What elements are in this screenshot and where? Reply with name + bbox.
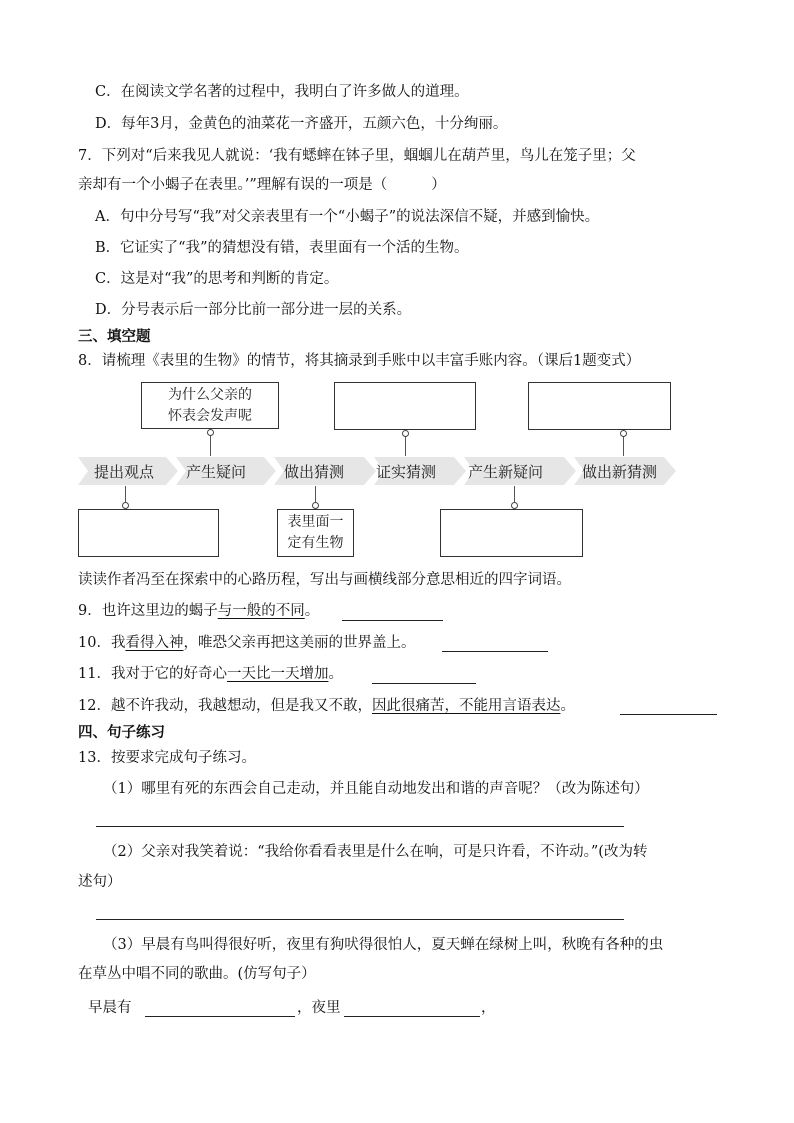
q13-part2-line2: 述句） bbox=[78, 874, 122, 890]
step-1: 提出观点 bbox=[94, 463, 155, 481]
q13-part3-fill-end: ， bbox=[481, 1000, 496, 1016]
connector bbox=[125, 486, 126, 503]
q12 bbox=[78, 696, 575, 716]
connector bbox=[405, 435, 406, 456]
q13-part2-answer-line[interactable] bbox=[96, 919, 624, 920]
q7-stem-text: 亲却有一个小蝎子在表里。’”理解有误的一项是（ bbox=[78, 177, 388, 193]
step-3: 做出猜测 bbox=[284, 463, 345, 481]
box-bottom-3-answer[interactable] bbox=[440, 509, 583, 557]
q13-part3-line2: 在草丛中唱不同的歌曲。(仿写句子） bbox=[78, 966, 316, 982]
q13-part2-line1: （2）父亲对我笑着说：“我给你看看表里是什么在响，可是只许看，不许动。”(改为转 bbox=[103, 844, 648, 860]
connector-dot bbox=[402, 430, 409, 437]
q10-text: 10．我 bbox=[78, 635, 126, 651]
section-4-heading: 四、句子练习 bbox=[78, 725, 165, 741]
box-top-1-line1: 为什么父亲的 bbox=[168, 387, 252, 403]
q9-answer-blank[interactable] bbox=[342, 620, 443, 621]
q8-stem: 8．请梳理《表里的生物》的情节，将其摘录到手账中以丰富手账内容。（课后1题变式） bbox=[78, 353, 641, 369]
box-top-1-line2: 怀表会发声呢 bbox=[168, 408, 252, 424]
box-top-3-answer[interactable] bbox=[528, 382, 671, 430]
q11-text: 11．我对于它的好奇心 bbox=[78, 666, 227, 682]
step-6: 做出新猜测 bbox=[582, 463, 658, 481]
q10-underlined: 看得入神 bbox=[125, 635, 184, 651]
q12-answer-blank[interactable] bbox=[620, 714, 717, 715]
step-2: 产生疑问 bbox=[186, 463, 247, 481]
q13-part3-blank-1[interactable] bbox=[145, 1016, 295, 1017]
box-top-1 bbox=[141, 382, 279, 429]
connector bbox=[315, 486, 316, 503]
box-bottom-2 bbox=[277, 509, 354, 557]
q12-underlined: 因此很痛苦，不能用言语表达 bbox=[371, 698, 561, 714]
q9-underlined: 与一般的不同 bbox=[217, 603, 305, 619]
box-bottom-2-line2: 定有生物 bbox=[287, 535, 344, 551]
q10-answer-blank[interactable] bbox=[442, 651, 548, 652]
connector-dot bbox=[312, 502, 319, 509]
q7-option-c: C．这是对“我”的思考和判断的肯定。 bbox=[95, 271, 339, 287]
q9 bbox=[78, 601, 319, 621]
q10-text-end: ，唯恐父亲再把这美丽的世界盖上。 bbox=[183, 635, 416, 651]
q11 bbox=[78, 664, 343, 684]
q7-stem-close: ） bbox=[431, 177, 446, 193]
q13-part3-line1: （3）早晨有鸟叫得很好听，夜里有狗吠得很怕人，夏天蝉在绿树上叫，秋晚有各种的虫 bbox=[103, 937, 664, 953]
connector-dot bbox=[620, 430, 627, 437]
q10 bbox=[78, 633, 415, 653]
connector-dot bbox=[122, 502, 129, 509]
q13-part1: （1）哪里有死的东西会自己走动，并且能自动地发出和谐的声音呢？（改为陈述句） bbox=[103, 781, 649, 797]
q13-part3-fill-mid: ，夜里 bbox=[297, 1000, 341, 1016]
q13-part1-answer-line[interactable] bbox=[96, 826, 624, 827]
q13-part3-blank-2[interactable] bbox=[344, 1016, 480, 1017]
q6-option-c: C．在阅读文学名著的过程中，我明白了许多做人的道理。 bbox=[95, 84, 469, 100]
box-bottom-2-line1: 表里面一 bbox=[287, 514, 344, 530]
connector bbox=[514, 486, 515, 503]
q13-stem: 13．按要求完成句子练习。 bbox=[78, 750, 256, 766]
connector-dot bbox=[207, 429, 214, 436]
step-5: 产生新疑问 bbox=[468, 463, 544, 481]
instruction-text: 读读作者冯至在探索中的心路历程，写出与画横线部分意思相近的四字词语。 bbox=[78, 572, 571, 588]
q7-option-a: A．句中分号写“我”对父亲表里有一个“小蝎子”的说法深信不疑，并感到愉快。 bbox=[95, 209, 600, 225]
box-bottom-1-answer[interactable] bbox=[78, 509, 219, 557]
connector bbox=[210, 434, 211, 456]
q7-stem-line1: 7．下列对“后来我见人就说：‘我有蟋蟀在钵子里，蝈蝈儿在葫芦里，鸟儿在笼子里；父 bbox=[78, 148, 636, 164]
q7-option-d: D．分号表示后一部分比前一部分进一层的关系。 bbox=[95, 302, 412, 318]
q7-option-b: B．它证实了“我”的猜想没有错，表里面有一个活的生物。 bbox=[95, 240, 469, 256]
q11-text-end: 。 bbox=[328, 666, 343, 682]
box-top-2-answer[interactable] bbox=[334, 382, 476, 430]
q7-stem-line2 bbox=[78, 175, 446, 195]
connector bbox=[623, 435, 624, 456]
q12-text-end: 。 bbox=[560, 698, 575, 714]
section-3-heading: 三、填空题 bbox=[78, 329, 151, 345]
q12-text: 12．越不许我动，我越想动，但是我又不敢， bbox=[78, 698, 372, 714]
q11-underlined: 一天比一天增加 bbox=[226, 666, 329, 682]
q9-text: 9．也许这里边的蝎子 bbox=[78, 603, 218, 619]
connector-dot bbox=[511, 502, 518, 509]
q13-part3-fill-start: 早晨有 bbox=[88, 1000, 132, 1016]
step-4: 证实猜测 bbox=[376, 463, 437, 481]
q6-option-d: D．每年3月，金黄色的油菜花一齐盛开，五颜六色，十分绚丽。 bbox=[95, 116, 508, 132]
q11-answer-blank[interactable] bbox=[372, 683, 476, 684]
q9-text-end: 。 bbox=[304, 603, 320, 619]
